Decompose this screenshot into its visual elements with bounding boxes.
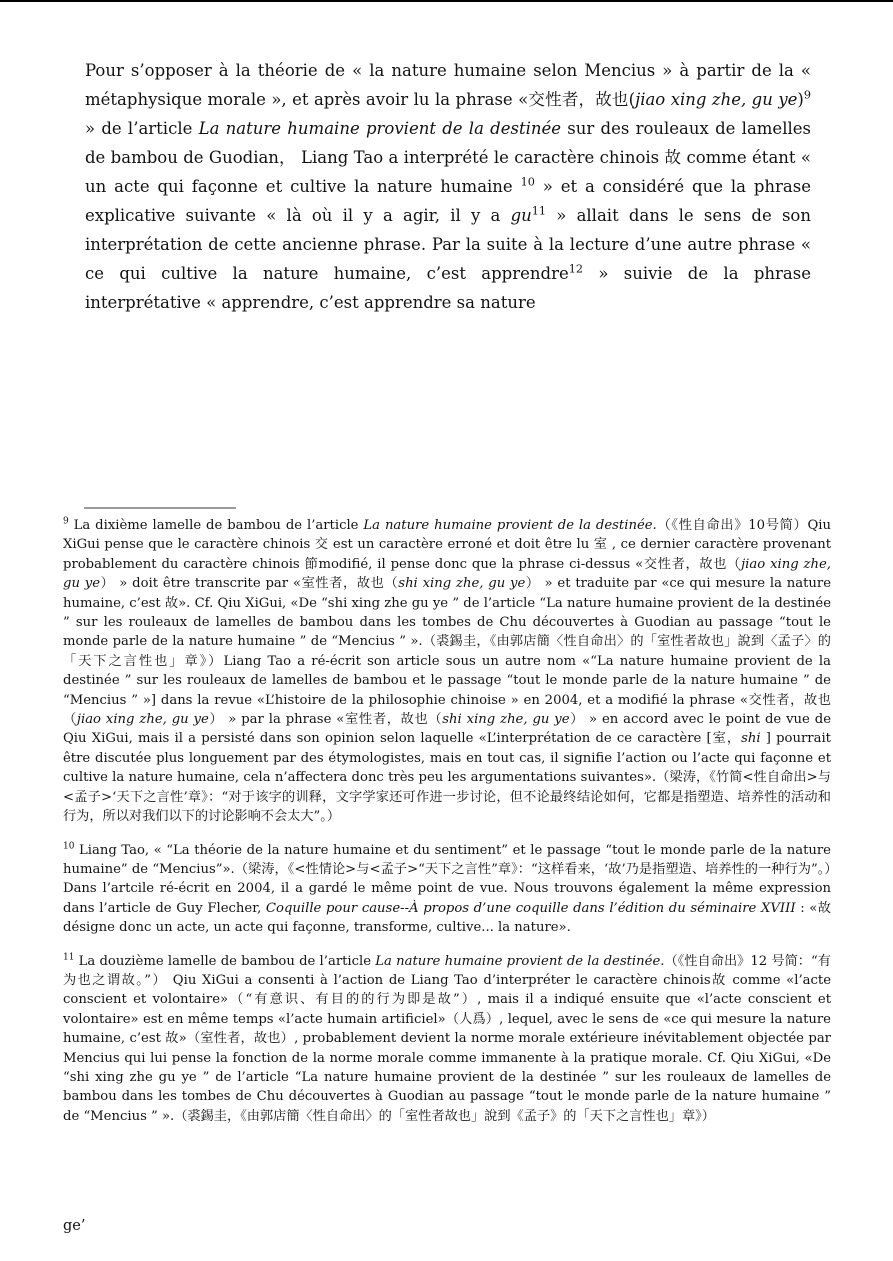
- footnotes-section: [63, 516, 831, 1126]
- footnote-9: $^9$ La dixième lamelle de bambou de l’article La nature humaine provient de la destinée.（《性自命出》10号简）Qiu XiGui pense que le caractère chinois 交 est un caractère erroné et doit être lu 室 , ce dernier caractère provenant probablement du caractère chinois 節modifié, il pense donc que la phrase ci-dessus «交性者，故也（jiao xing zhe, gu ye） » doit être transcrite par «室性者，故也（shi xing zhe, gu ye） » et traduite par «ce qui mesure la nature humaine, c’est 故». Cf. Qiu XiGui, «De “shi xing zhe gu ye ” de l’article “La nature humaine provient de la destinée ” sur les rouleaux de lamelles de bambou dans les tombes de Chu découvertes à Guodian au passage “tout le monde parle de la nature humaine ” de “Mencius ” ».（裘錫圭，《由郭店簡〈性自命出〉的「室性者故也」說到〈孟子〉的「天下之言性也」章》）Liang Tao a ré-écrit son article sous un autre nom «“La nature humaine provient de la destinée ” sur les rouleaux de lamelles de bambou et le passage “tout le monde parle de la nature humaine ” de “Mencius ” »] dans la revue «L’histoire de la philosophie chinoise » en 2004, et a modifié la phrase «交性者，故也（jiao xing zhe, gu ye） » par la phrase «室性者，故也（shi xing zhe, gu ye） » en accord avec le point de vue de Qiu XiGui, mais il a persisté dans son opinion selon laquelle «L’interprétation de ce caractère [室，shi ] pourrait être discutée plus longuement par des étymologistes, mais en tout cas, il signifie l’action ou l’acte qui façonne et cultive la nature humaine, cela n’affectera donc très peu les argumentations suivantes».（梁涛，《竹简<性自命出>与<孟子>‘天下之言性’章》：“对于该字的训释，文字学家还可作进一步讨论，但不论最终结论如何，它都是指塑造、培养性的活动和行为，所以对我们以下的讨论影响不会太大”。）: [63, 516, 832, 825]
- body-paragraph: Pour s’opposer à la théorie de « la nature humaine selon Mencius » à partir de la « métaphysique morale », et après avoir lu la phrase «交性者，故也(jiao xing zhe, gu ye)$^9$ » de l’article La nature humaine provient de la destinée sur des rouleaux de lamelles de bambou de Guodian， Liang Tao a interprété le caractère chinois 故 comme étant « un acte qui façonne et cultive la nature humaine $^{10}$ » et a considéré que la phrase explicative suivante « là où il y a agir, il y a $gu^{11}$ » allait dans le sens de son interprétation de cette ancienne phrase. Par la suite à la lecture d’une autre phrase « ce qui cultive la nature humaine, c’est apprendre$^{12}$ » suivie de la phrase interprétative « apprendre, c’est apprendre sa nature: [85, 61, 812, 312]
- footnote-10: $^{10}$ Liang Tao, « “La théorie de la nature humaine et du sentiment” et le passage “tout le monde parle de la nature humaine” de “Mencius”».（梁涛，《<性情论>与<孟子>“天下之言性”章》：“这样看来，‘故’乃是指塑造、培养性的一种行为”。）Dans l’artcile ré-écrit en 2004, il a gardé le même point de vue. Nous trouvons également la même expression dans l’article de Guy Flecher, Coquille pour cause--À propos d’une coquille dans l’édition du séminaire XVIII : «故 désigne donc un acte, un acte qui façonne, transforme, cultive... la nature».: [63, 841, 831, 936]
- footnote-11: $^{11}$ La douzième lamelle de bambou de l’article La nature humaine provient de la destinée.（《性自命出》12 号简：“有为也之谓故。”） Qiu XiGui a consenti à l’action de Liang Tao d’interpréter le caractère chinois故 comme «l’acte conscient et volontaire»（“有意识、有目的的行为即是故”）, mais il a indiqué ensuite que «l’acte conscient et volontaire» est en même temps «l’acte humain artificiel»（人爲）, lequel, avec le sens de «ce qui mesure la nature humaine, c’est 故»（室性者，故也）, probablement devient la norme morale extérieure inévitablement objectée par Mencius qui lui pense la fonction de la norme morale comme immanente à la pratique morale. Cf. Qiu XiGui, «De “shi xing zhe gu ye ” de l’article “La nature humaine provient de la destinée ” sur les rouleaux de lamelles de bambou dans les tombes de Chu découvertes à Guodian au passage “tout le monde parle de la nature humaine ” de “Mencius ” ».（裘錫圭，《由郭店簡〈性自命出〉的「室性者故也」說到《孟子》的「天下之言性也」章》）: [63, 952, 831, 1124]
- footnote-divider: [84, 507, 236, 509]
- catchword: ge’: [63, 1218, 86, 1234]
